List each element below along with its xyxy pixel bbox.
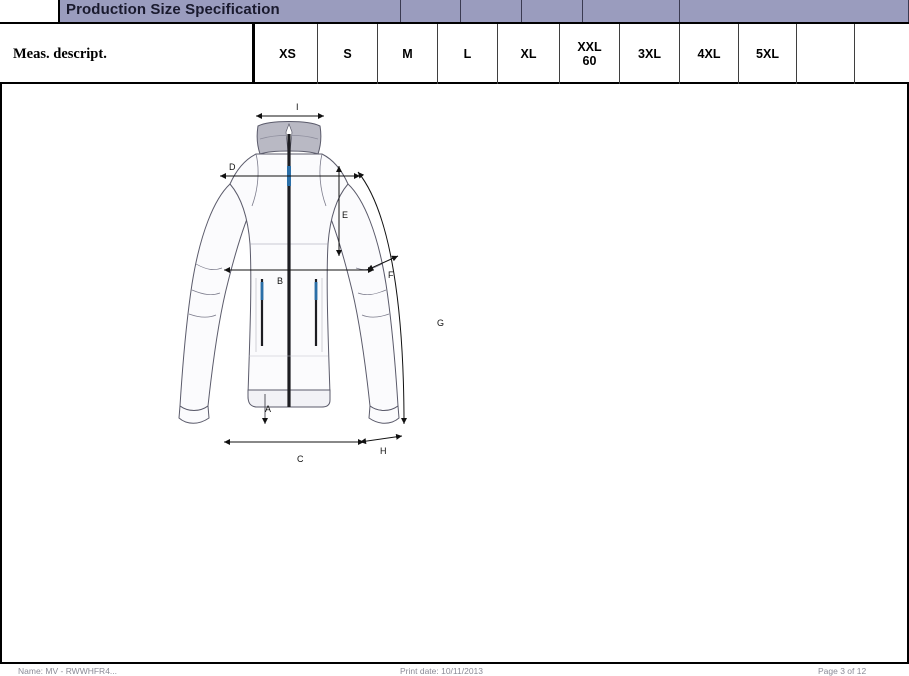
- size-sub-xxl: 60: [582, 54, 597, 68]
- measure-label-b: B: [277, 276, 284, 286]
- left-sleeve: [180, 184, 256, 411]
- measure-label-g: G: [437, 318, 445, 328]
- size-column-xs: [258, 24, 318, 84]
- size-column-3xl: [620, 24, 680, 84]
- jacket-technical-sketch: [152, 94, 512, 499]
- measure-label-a: A: [265, 404, 272, 414]
- footer-divider: [0, 662, 909, 664]
- size-label-3xl: 3XL: [638, 46, 661, 61]
- size-label-l: L: [463, 46, 472, 61]
- size-column-xl: [498, 24, 560, 84]
- jacket-sketch-svg: [152, 94, 512, 494]
- size-table: [0, 22, 909, 84]
- footer-left-text: Name: MV - RWWHFR4...: [18, 666, 118, 676]
- size-column-xxl: [560, 24, 620, 84]
- size-label-5xl: 5XL: [756, 46, 779, 61]
- measurement-description-cell: [0, 24, 255, 84]
- size-label-xxl: XXL: [577, 39, 602, 54]
- footer-middle-text: Print date: 10/11/2013: [400, 666, 484, 676]
- size-column-4xl: [680, 24, 739, 84]
- measure-label-h: H: [380, 446, 387, 456]
- size-column-extra-1: [797, 24, 855, 84]
- measure-line-h: [360, 436, 402, 442]
- measure-label-f: F: [388, 270, 394, 280]
- measure-label-i: I: [296, 102, 299, 112]
- size-label-4xl: 4XL: [697, 46, 721, 61]
- measure-label-d: D: [229, 162, 236, 172]
- measure-label-c: C: [297, 454, 304, 464]
- measure-label-e: E: [342, 210, 349, 220]
- size-label-xl: XL: [520, 46, 537, 61]
- right-pocket-accent: [315, 282, 318, 300]
- size-label-s: S: [343, 46, 352, 61]
- jacket-illustration: [179, 122, 399, 424]
- technical-drawing-area: [0, 84, 909, 662]
- size-column-m: [378, 24, 438, 84]
- size-column-l: [438, 24, 498, 84]
- size-label-xs: XS: [279, 46, 296, 61]
- left-pocket-accent: [261, 282, 264, 300]
- page-title: Production Size Specification: [66, 1, 280, 18]
- footer-right-text: Page 3 of 12: [818, 666, 867, 676]
- header-band-grid: [400, 0, 909, 22]
- size-column-5xl: [739, 24, 797, 84]
- right-sleeve: [322, 184, 398, 411]
- size-label-m: M: [402, 46, 413, 61]
- size-column-extra-2: [855, 24, 907, 84]
- size-column-s: [318, 24, 378, 84]
- header-band-left-cell: [0, 0, 60, 22]
- header-band: [0, 0, 909, 22]
- measurement-description-label: Meas. descript.: [13, 45, 107, 62]
